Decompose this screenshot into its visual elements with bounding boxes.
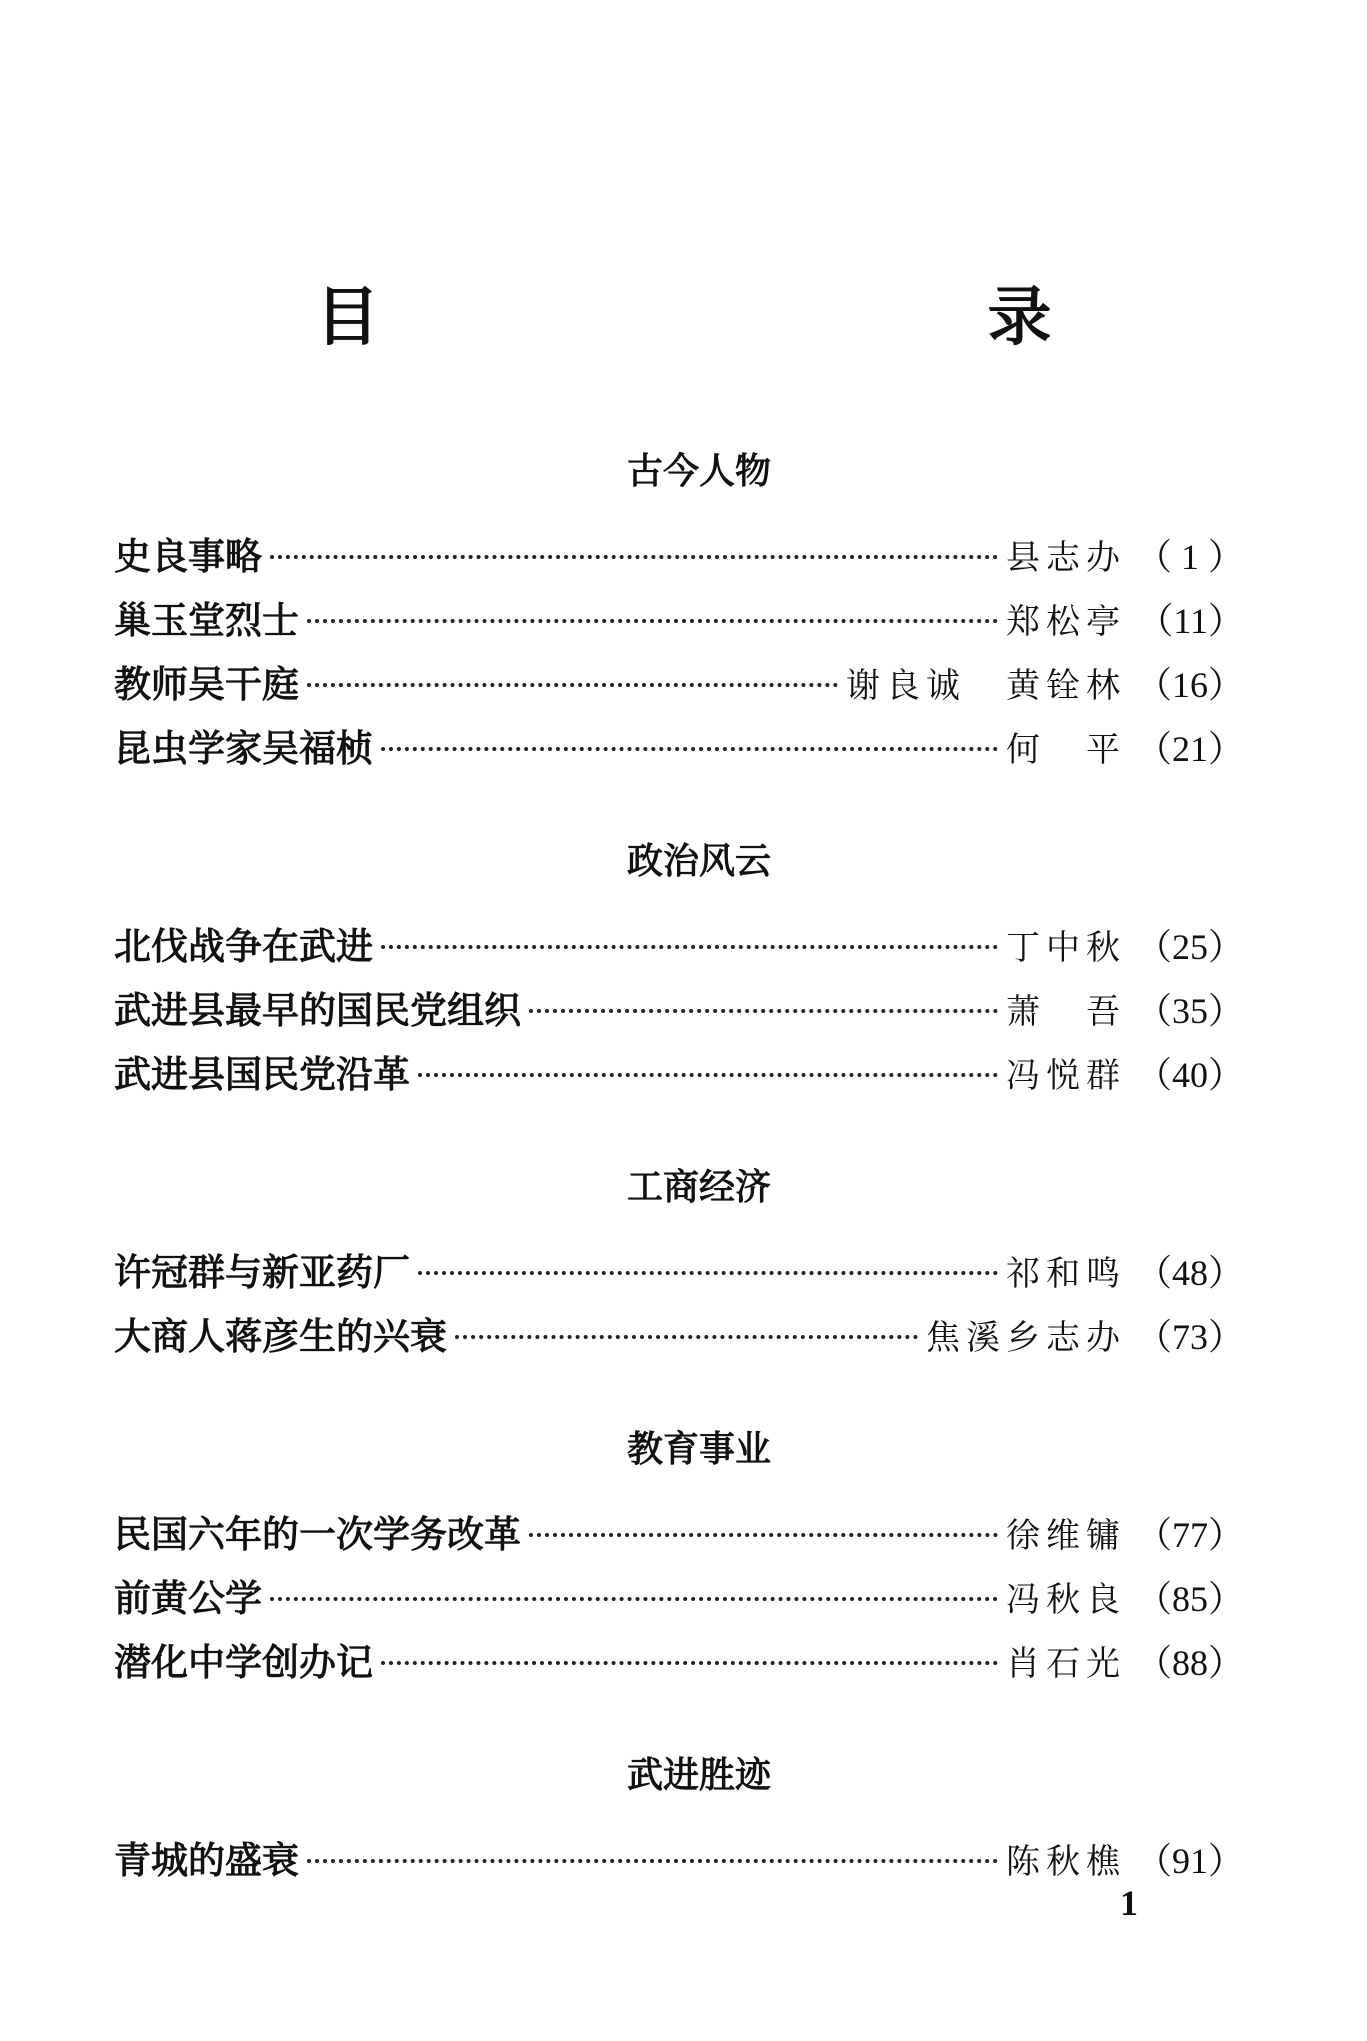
entry-title: 许冠群与新亚药厂 — [114, 1250, 410, 1294]
toc-entry[interactable] — [114, 652, 1244, 716]
entry-author: 陈秋樵 — [1006, 1842, 1126, 1882]
section-heading: 古今人物 — [626, 451, 771, 492]
section — [114, 838, 1244, 1106]
entry-page: （ 1 ） — [1135, 537, 1244, 577]
dot-leader — [418, 1271, 998, 1275]
entry-page: （85） — [1135, 1579, 1244, 1619]
section-heading: 武进胜迹 — [626, 1755, 771, 1796]
toc-entry[interactable] — [114, 524, 1244, 588]
toc-entry[interactable] — [114, 1502, 1244, 1566]
section-heading: 教育事业 — [626, 1429, 771, 1470]
section-heading: 工商经济 — [626, 1167, 771, 1208]
toc-entry[interactable] — [114, 716, 1244, 780]
dot-leader — [529, 1009, 998, 1013]
dot-leader — [307, 619, 998, 623]
toc-entry[interactable] — [114, 978, 1244, 1042]
entry-page: （73） — [1135, 1317, 1244, 1357]
entry-author: 郑松亭 — [1006, 602, 1126, 642]
entry-page: （88） — [1135, 1643, 1244, 1683]
entry-author: 丁中秋 — [1006, 928, 1126, 968]
entry-page: （21） — [1135, 729, 1244, 769]
entry-title: 史良事略 — [114, 534, 262, 578]
entry-title: 青城的盛衰 — [114, 1838, 299, 1882]
entry-author: 县志办 — [1006, 538, 1126, 578]
dot-leader — [270, 1597, 998, 1601]
dot-leader — [307, 683, 838, 687]
section — [114, 1164, 1244, 1368]
entry-author: 徐维镛 — [1006, 1516, 1126, 1556]
entry-page: （35） — [1135, 991, 1244, 1031]
entry-title: 大商人蒋彦生的兴衰 — [114, 1314, 447, 1358]
entry-page: （11） — [1137, 601, 1244, 641]
toc-entry[interactable] — [114, 1828, 1244, 1892]
toc-entry[interactable] — [114, 1042, 1244, 1106]
entry-title: 潜化中学创办记 — [114, 1640, 373, 1684]
dot-leader — [418, 1073, 998, 1077]
section — [114, 1426, 1244, 1694]
table-of-contents — [114, 448, 1244, 1892]
section — [114, 448, 1244, 780]
dot-leader — [307, 1859, 998, 1863]
entry-title: 武进县国民党沿革 — [114, 1052, 410, 1096]
entry-title: 教师吴干庭 — [114, 662, 299, 706]
dot-leader — [381, 747, 998, 751]
section — [114, 1752, 1244, 1892]
entry-title: 北伐战争在武进 — [114, 924, 373, 968]
entry-page: （25） — [1135, 927, 1244, 967]
entry-author: 祁和鸣 — [1006, 1254, 1126, 1294]
section-heading: 政治风云 — [626, 841, 771, 882]
toc-entry[interactable] — [114, 1566, 1244, 1630]
toc-entry[interactable] — [114, 588, 1244, 652]
dot-leader — [270, 555, 998, 559]
toc-entry[interactable] — [114, 914, 1244, 978]
dot-leader — [455, 1335, 918, 1339]
entry-author: 肖石光 — [1006, 1644, 1126, 1684]
entry-title: 昆虫学家吴福桢 — [114, 726, 373, 770]
entry-title: 前黄公学 — [114, 1576, 262, 1620]
toc-entry[interactable] — [114, 1240, 1244, 1304]
entry-title: 巢玉堂烈士 — [114, 598, 299, 642]
entry-page: （16） — [1135, 665, 1244, 705]
entry-page: （48） — [1135, 1253, 1244, 1293]
entry-author: 冯悦群 — [1006, 1056, 1126, 1096]
dot-leader — [381, 945, 998, 949]
toc-entry[interactable] — [114, 1304, 1244, 1368]
dot-leader — [381, 1661, 998, 1665]
entry-title: 民国六年的一次学务改革 — [114, 1512, 521, 1556]
dot-leader — [529, 1533, 998, 1537]
entry-page: （77） — [1135, 1515, 1244, 1555]
entry-page: （91） — [1135, 1841, 1244, 1881]
entry-page: （40） — [1135, 1055, 1244, 1095]
page-title: 目 录 — [315, 280, 1212, 355]
entry-author: 谢良诚 黄铨林 — [846, 666, 1126, 706]
entry-author: 萧 吾 — [1006, 992, 1126, 1032]
entry-author: 何 平 — [1006, 730, 1126, 770]
entry-author: 冯秋良 — [1006, 1580, 1126, 1620]
entry-title: 武进县最早的国民党组织 — [114, 988, 521, 1032]
entry-author: 焦溪乡志办 — [926, 1318, 1126, 1358]
toc-entry[interactable] — [114, 1630, 1244, 1694]
page-number: 1 — [1120, 1883, 1138, 1923]
